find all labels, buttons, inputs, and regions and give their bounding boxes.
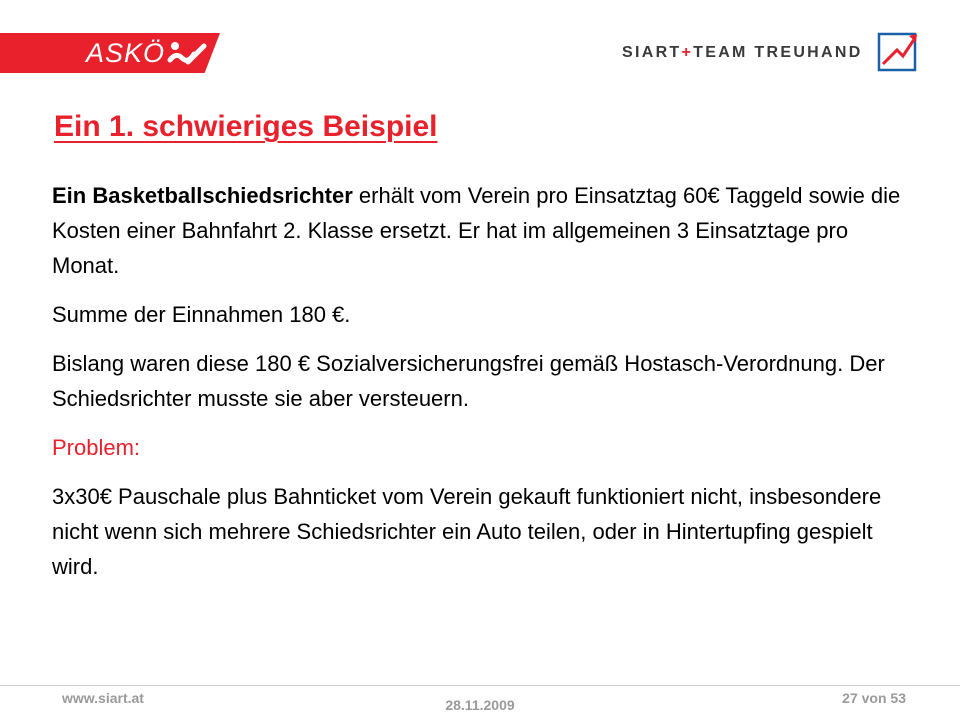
footer-url: www.siart.at (62, 690, 144, 706)
siart-team-logo (622, 44, 863, 62)
askoe-runner-icon (166, 40, 210, 68)
footer-page-number: 27 von 53 (842, 690, 906, 706)
problem-heading: Problem: (52, 435, 141, 460)
paragraph-5: 3x30€ Pauschale plus Bahnticket vom Verein gekauft funktioniert nicht, insbesondere nicht wenn sich mehrere Schiedsrichter ein Auto teilen, oder in Hintertupfing gespielt wird. (52, 484, 882, 579)
footer-divider (0, 685, 960, 686)
siart-logo-part2: TEAM TREUHAND (693, 44, 863, 61)
paragraph-3: Bislang waren diese 180 € Sozialversicherungsfrei gemäß Hostasch-Verordnung. Der Schiedsrichter musste sie aber versteuern. (52, 351, 885, 411)
paragraph-1-bold: Ein Basketballschiedsrichter (52, 183, 353, 208)
paragraph-1-text: erhält vom Verein pro Einsatztag 60€ Taggeld sowie die Kosten einer Bahnfahrt 2. Klasse ersetzt. Er hat im allgemeinen 3 Einsatztage pro Monat. (52, 183, 901, 278)
paragraph-2: Summe der Einnahmen 180 €. (52, 302, 351, 327)
paragraph-1 (52, 178, 912, 283)
slide-body (52, 178, 912, 598)
askoe-logo-text: ASKÖ (86, 38, 166, 68)
slide-title: Ein 1. schwieriges Beispiel (54, 110, 438, 143)
siart-arrow-icon (877, 30, 919, 72)
footer-date: 28.11.2009 (445, 697, 515, 713)
siart-logo-part1: SIART (622, 44, 682, 61)
siart-logo-plus: + (681, 44, 694, 61)
